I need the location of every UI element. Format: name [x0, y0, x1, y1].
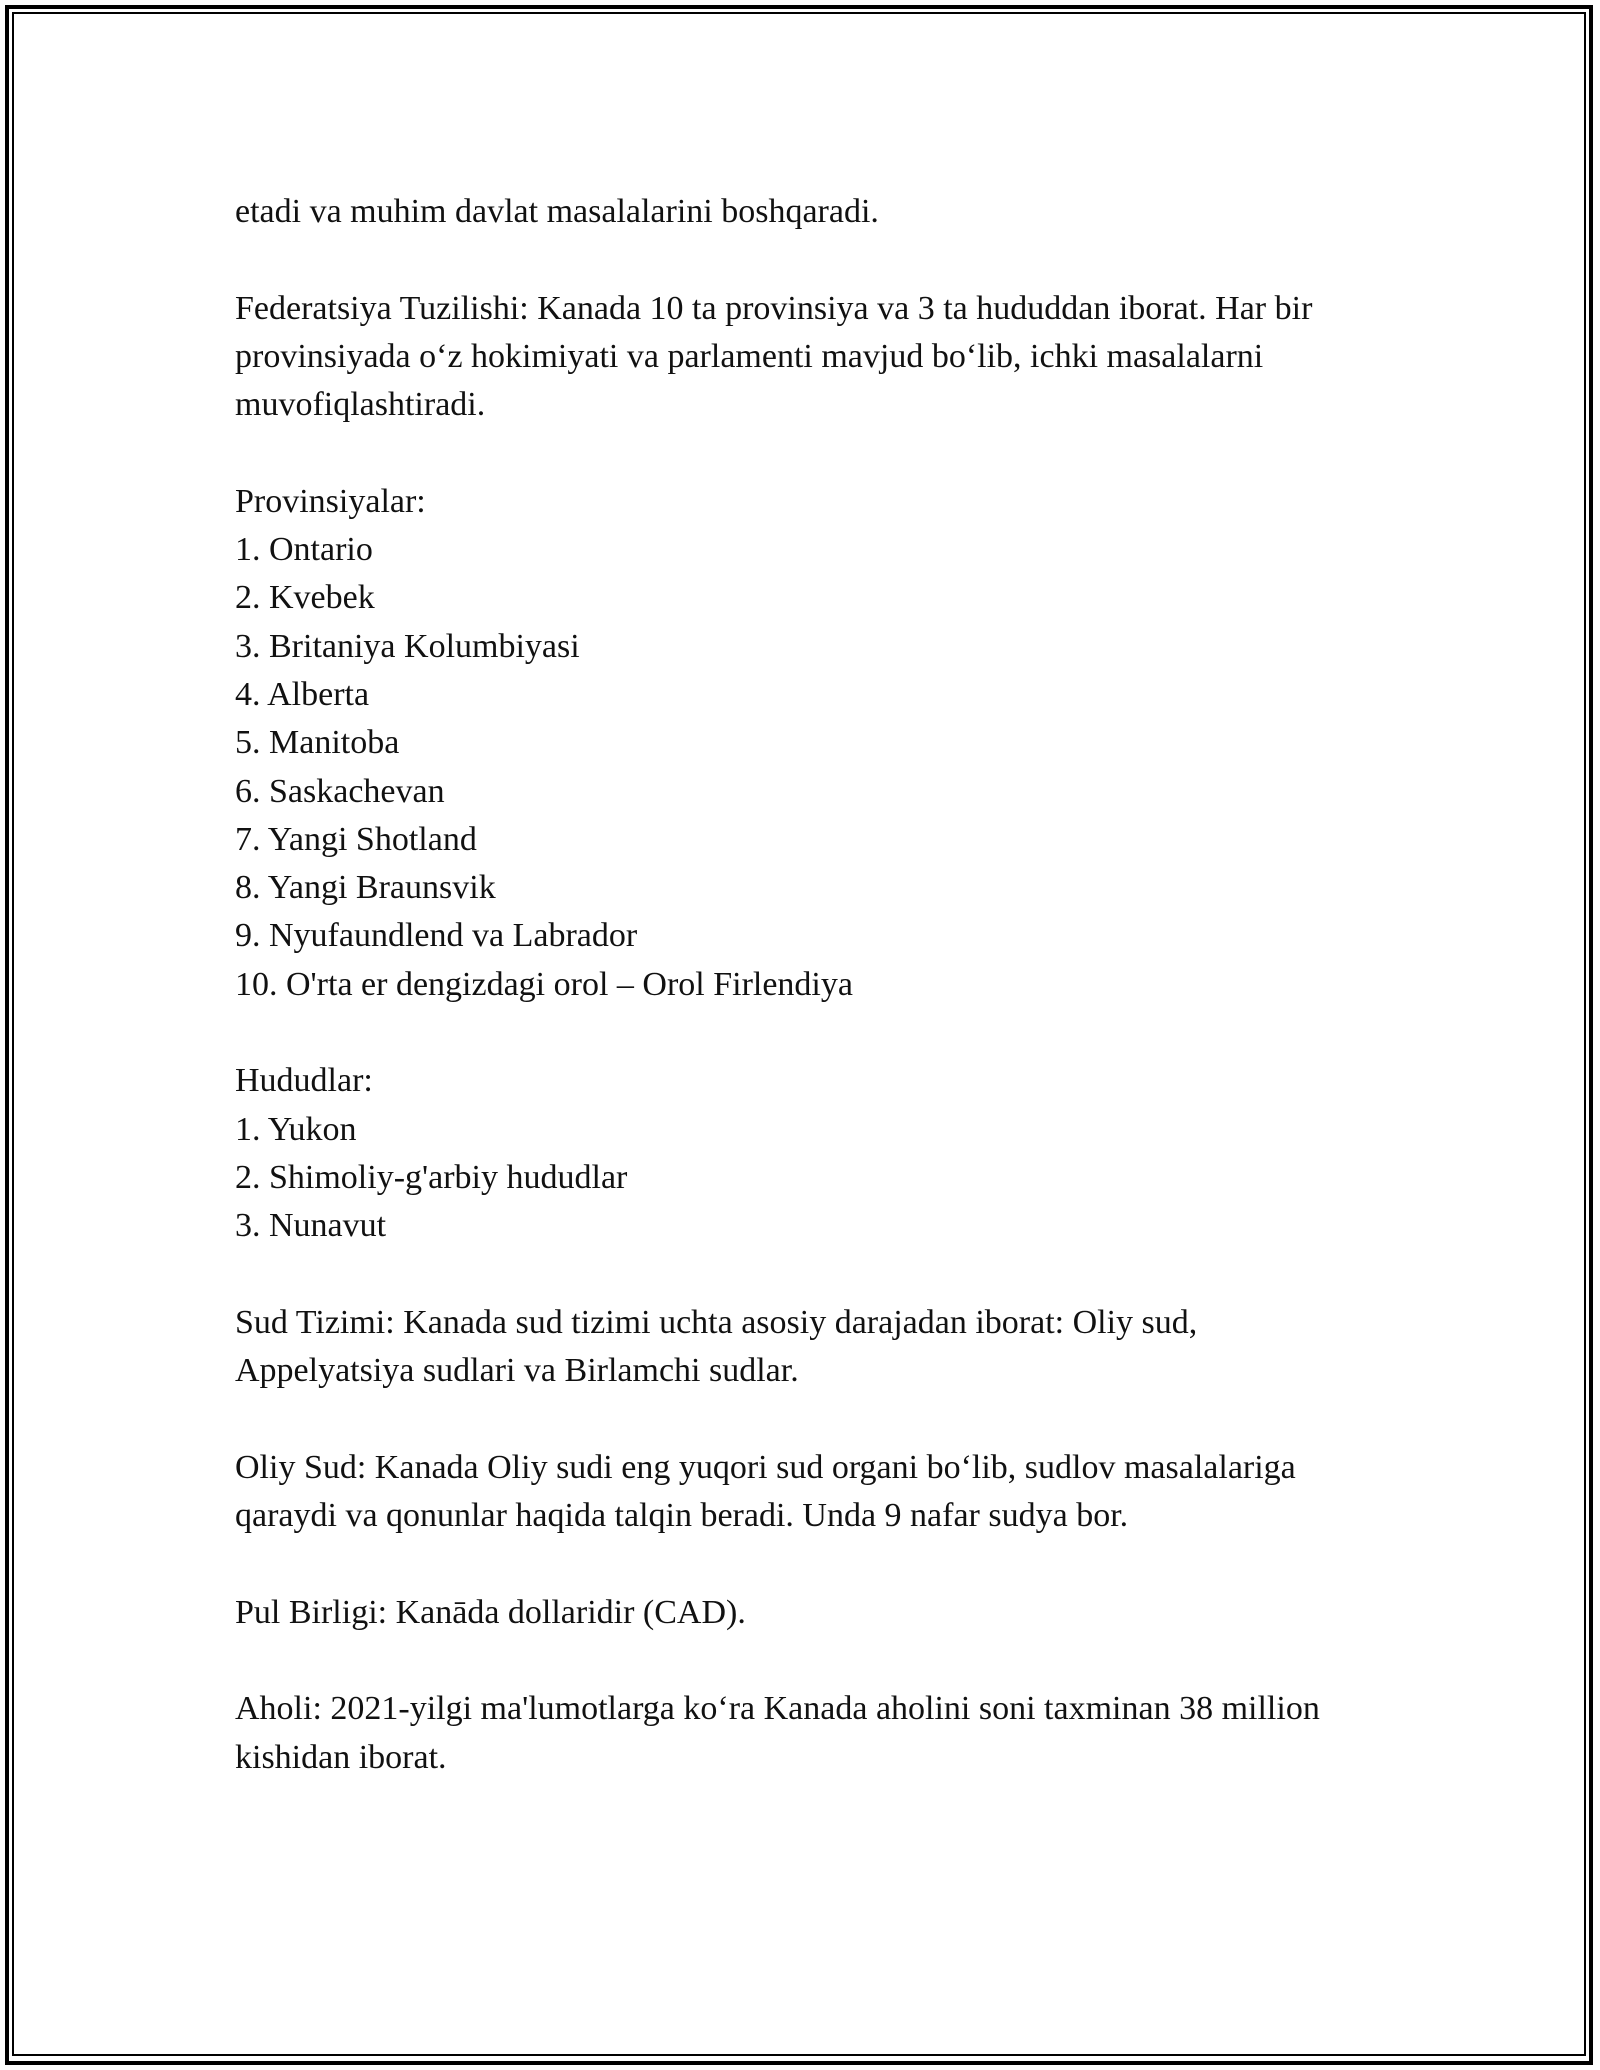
territory-item: 2. Shimoliy-g'arbiy hududlar: [235, 1158, 628, 1196]
court-system-paragraph: Sud Tizimi: Kanada sud tizimi uchta asosiy darajadan iborat: Oliy sud, Appelyatsiya sudlari va Birlamchi sudlar.: [235, 1303, 1198, 1390]
province-item: 7. Yangi Shotland: [235, 820, 477, 858]
province-item: 2. Kvebek: [235, 579, 375, 617]
province-item: 3. Britaniya Kolumbiyasi: [235, 627, 580, 665]
currency-paragraph: Pul Birligi: Kanāda dollaridir (CAD).: [235, 1593, 746, 1631]
province-item: 1. Ontario: [235, 531, 373, 569]
territories-heading: Hududlar:: [235, 1062, 373, 1100]
province-item: 8. Yangi Braunsvik: [235, 869, 496, 907]
provinces-list: [235, 526, 1365, 1009]
federation-paragraph: Federatsiya Tuzilishi: Kanada 10 ta provinsiya va 3 ta hududdan iborat. Har bir provinsiyada o‘z hokimiyati va parlamenti mavjud bo‘lib, ichki masalalarni muvofiqlashtiradi.: [235, 289, 1313, 424]
intro-tail-paragraph: etadi va muhim davlat masalalarini boshqaradi.: [235, 193, 879, 230]
provinces-section: [235, 478, 1365, 1009]
province-item: 6. Saskachevan: [235, 772, 445, 810]
document-body: [235, 188, 1365, 1830]
provinces-heading: Provinsiyalar:: [235, 482, 426, 520]
territories-list: [235, 1106, 1365, 1251]
province-item: 5. Manitoba: [235, 724, 400, 762]
population-paragraph: Aholi: 2021-yilgi ma'lumotlarga ko‘ra Kanada aholini soni taxminan 38 million kishidan iborat.: [235, 1690, 1320, 1776]
province-item: 10. O'rta er dengizdagi orol – Orol Firlendiya: [235, 965, 853, 1003]
territories-section: [235, 1057, 1365, 1250]
territory-item: 1. Yukon: [235, 1110, 357, 1148]
province-item: 4. Alberta: [235, 675, 370, 713]
territory-item: 3. Nunavut: [235, 1207, 387, 1245]
province-item: 9. Nyufaundlend va Labrador: [235, 917, 638, 955]
supreme-court-paragraph: Oliy Sud: Kanada Oliy sudi eng yuqori sud organi bo‘lib, sudlov masalalariga qaraydi va qonunlar haqida talqin beradi. Unda 9 nafar sudya bor.: [235, 1448, 1296, 1535]
